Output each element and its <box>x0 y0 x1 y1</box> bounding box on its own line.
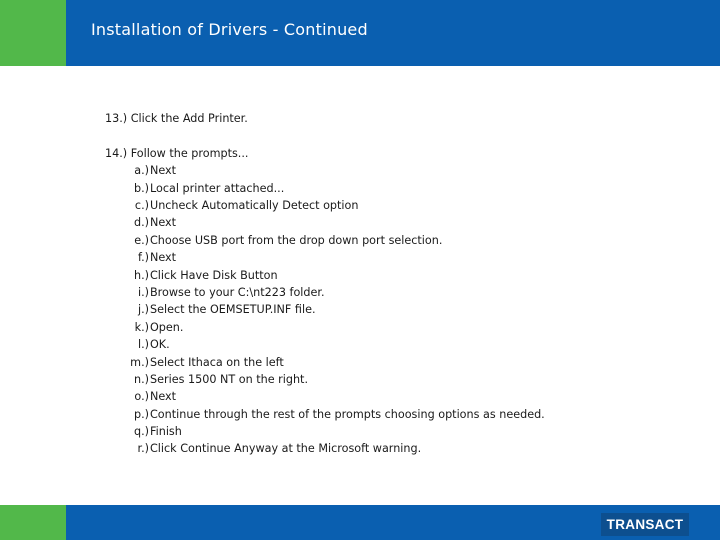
transact-logo <box>601 513 689 536</box>
substep-item <box>105 336 705 353</box>
substep-item <box>105 406 705 423</box>
substep-letter: q.) <box>133 425 149 439</box>
substep-item <box>105 388 705 405</box>
substep-letter: d.) <box>133 216 149 230</box>
substep-list <box>105 162 705 458</box>
footer-bar <box>0 505 720 540</box>
substep-text: Select the OEMSETUP.INF file. <box>150 303 316 317</box>
substep-item <box>105 197 705 214</box>
substep-item <box>105 249 705 266</box>
substep-text: Next <box>150 390 177 404</box>
substep-letter: c.) <box>134 198 149 212</box>
substep-item <box>105 371 705 388</box>
substep-letter: m.) <box>130 355 149 369</box>
substep-letter: r.) <box>137 442 149 456</box>
substep-item <box>105 354 705 371</box>
substep-item <box>105 440 705 457</box>
substep-letter: j.) <box>137 303 149 317</box>
substep-text: Next <box>150 216 177 230</box>
substep-letter: i.) <box>137 285 149 299</box>
substep-text: Series 1500 NT on the right. <box>150 372 308 386</box>
substep-item <box>105 232 705 249</box>
logo-text: TRANSACT <box>606 517 684 532</box>
substep-item <box>105 180 705 197</box>
substep-text: Click Continue Anyway at the Microsoft warning. <box>150 442 422 456</box>
substep-item <box>105 267 705 284</box>
substep-letter: p.) <box>133 407 149 421</box>
substep-text: Local printer attached... <box>150 181 285 195</box>
substep-letter: l.) <box>137 338 149 352</box>
substep-item <box>105 284 705 301</box>
substep-text: Next <box>150 164 177 178</box>
substep-item <box>105 319 705 336</box>
substep-text: Next <box>150 251 177 265</box>
substep-letter: n.) <box>133 372 149 386</box>
substep-letter: b.) <box>133 181 149 195</box>
substep-text: Browse to your C:\nt223 folder. <box>150 285 325 299</box>
header-green-accent <box>0 0 66 66</box>
header-bar <box>0 0 720 66</box>
substep-item <box>105 214 705 231</box>
substep-letter: f.) <box>137 251 149 265</box>
substep-item <box>105 301 705 318</box>
instructions-body <box>105 110 705 458</box>
substep-letter: a.) <box>134 164 149 178</box>
substep-letter: k.) <box>134 320 149 334</box>
footer-green-accent <box>0 505 66 540</box>
substep-letter: e.) <box>134 233 149 247</box>
substep-item <box>105 162 705 179</box>
step-13: 13.) Click the Add Printer. <box>105 112 248 125</box>
page-title: Installation of Drivers - Continued <box>91 20 368 39</box>
substep-text: Continue through the rest of the prompts choosing options as needed. <box>150 407 545 421</box>
substep-letter: o.) <box>134 390 149 404</box>
substep-text: Open. <box>150 320 184 334</box>
substep-text: Finish <box>150 425 182 439</box>
substep-text: Click Have Disk Button <box>150 268 278 282</box>
step-14: 14.) Follow the prompts... <box>105 146 249 160</box>
substep-letter: h.) <box>133 268 149 282</box>
substep-text: OK. <box>150 338 170 352</box>
substep-text: Select Ithaca on the left <box>150 355 284 369</box>
substep-item <box>105 423 705 440</box>
substep-text: Choose USB port from the drop down port selection. <box>150 233 443 247</box>
substep-text: Uncheck Automatically Detect option <box>150 198 359 212</box>
spacer <box>105 127 705 144</box>
